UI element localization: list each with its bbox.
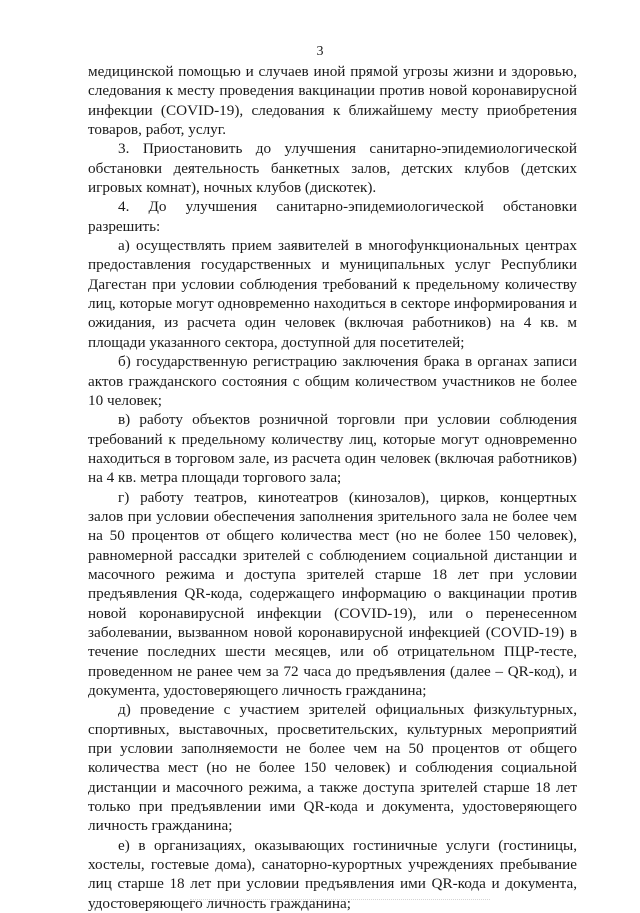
- text-line: д) проведение с участием зрителей официальных физкультурных,: [118, 701, 577, 719]
- text-line: 4. До улучшения санитарно-эпидемиологической обстановки: [118, 198, 577, 216]
- text-line: дистанции и масочного режима, а также доступа зрителей старше 18 лет: [88, 778, 577, 796]
- text-line: 3. Приостановить до улучшения санитарно-эпидемиологической: [118, 140, 577, 158]
- text-line: предоставления государственных и муниципальных услуг Республики: [88, 256, 577, 274]
- text-line: г) работу театров, кинотеатров (кинозалов), цирков, концертных: [118, 488, 577, 506]
- scan-artifact: [190, 899, 490, 903]
- text-line: лиц старше 18 лет при условии предъявления ими QR-кода и документа,: [88, 875, 577, 893]
- text-line: ожидания, из расчета один человек (включая работников) на 4 кв. м: [88, 314, 577, 332]
- text-line: только при предъявлении ими QR-кода и документа, удостоверяющего: [88, 798, 577, 816]
- text-line: следования к месту проведения вакцинации против новой коронавирусной: [88, 82, 577, 100]
- text-line: инфекции (COVID-19), следования к ближайшему месту приобретения: [88, 101, 577, 119]
- text-line: личность гражданина;: [88, 817, 233, 835]
- text-line: актов гражданского состояния с общим количеством участников не более: [88, 372, 577, 390]
- text-line: обстановки деятельность банкетных залов, детских клубов (детских: [88, 159, 577, 177]
- text-line: удостоверяющего личность гражданина;: [88, 894, 351, 912]
- text-line: товаров, работ, услуг.: [88, 121, 227, 139]
- text-line: требований к предельному количеству лиц, которые могут одновременно: [88, 430, 577, 448]
- text-line: проведенном не ранее чем за 72 часа до предъявления (далее – QR-код), и: [88, 662, 577, 680]
- text-line: течение последних шести месяцев, или об отрицательном ПЦР-тесте,: [88, 643, 577, 661]
- text-line: при условии заполняемости не более чем на 50 процентов от общего: [88, 740, 577, 758]
- text-line: залов при условии обеспечения заполнения зрительного зала не более чем: [88, 507, 577, 525]
- text-line: разрешить:: [88, 217, 161, 235]
- text-line: хостелы, гостевые дома), санаторно-курортных учреждениях пребывание: [88, 856, 577, 874]
- text-line: е) в организациях, оказывающих гостиничные услуги (гостиницы,: [118, 836, 577, 854]
- text-line: в) работу объектов розничной торговли при условии соблюдения: [118, 411, 577, 429]
- text-line: предъявления QR-кода, содержащего информацию о вакцинации против: [88, 585, 577, 603]
- text-line: на 50 процентов от общего количества мест (но не более 150 человек),: [88, 527, 577, 545]
- text-line: на 4 кв. метра площади торгового зала;: [88, 469, 342, 487]
- text-line: б) государственную регистрацию заключения брака в органах записи: [118, 353, 577, 371]
- text-line: медицинской помощью и случаев иной прямой угрозы жизни и здоровью,: [88, 63, 577, 80]
- text-line: новой коронавирусной инфекции (COVID-19), или о перенесенном: [88, 604, 577, 622]
- document-body: [88, 62, 577, 913]
- text-line: масочного режима и доступа зрителей старше 18 лет при условии: [88, 565, 577, 583]
- text-line: заболевании, вызванном новой коронавирусной инфекцией (COVID-19) в: [88, 623, 577, 641]
- text-line: а) осуществлять прием заявителей в многофункциональных центрах: [118, 237, 577, 255]
- text-line: равномерной рассадки зрителей с соблюдением социальной дистанции и: [88, 546, 577, 564]
- text-line: игровых комнат), ночных клубов (дискотек).: [88, 179, 377, 197]
- text-line: Дагестан при условии соблюдения требований к предельному количеству: [88, 275, 577, 293]
- page-number: 3: [316, 44, 324, 59]
- text-line: находиться в торговом зале, из расчета один человек (включая работников): [88, 449, 577, 467]
- text-line: спортивных, выставочных, просветительских, культурных мероприятий: [88, 720, 577, 738]
- text-line: документа, удостоверяющего личность гражданина;: [88, 682, 427, 699]
- text-line: количества мест (но не более 150 человек) и соблюдения социальной: [88, 759, 577, 777]
- text-line: 10 человек;: [88, 391, 162, 409]
- text-line: лиц, которые могут одновременно находиться в секторе информирования и: [88, 295, 577, 313]
- text-line: площади указанного сектора, доступной для посетителей;: [88, 333, 465, 351]
